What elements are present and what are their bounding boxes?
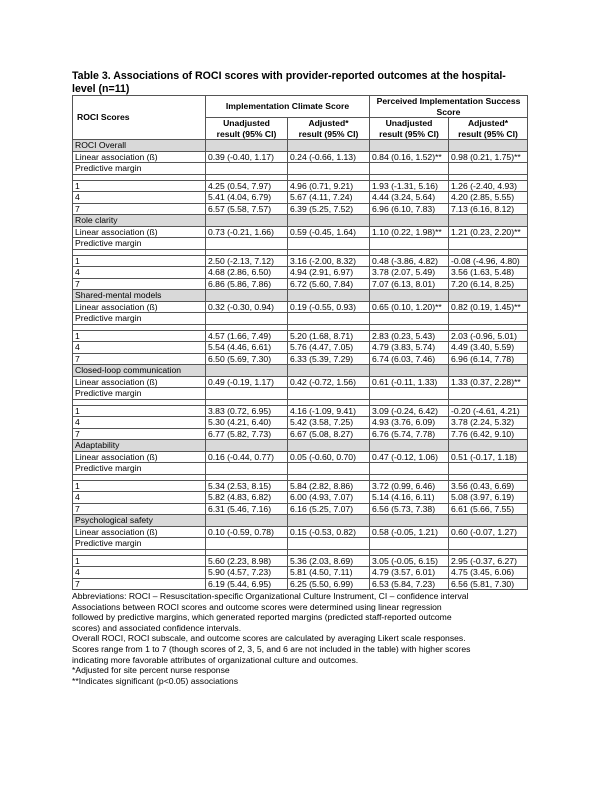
score-level: 1 <box>73 180 206 192</box>
value-cell: 3.56 (0.43, 6.69) <box>449 480 528 492</box>
empty-cell <box>449 463 528 475</box>
score-level: 4 <box>73 192 206 204</box>
empty-cell <box>370 215 449 227</box>
value-cell: 0.47 (-0.12, 1.06) <box>370 451 449 463</box>
results-table <box>72 95 528 590</box>
score-row <box>73 428 528 440</box>
section-name: ROCI Overall <box>73 140 206 152</box>
value-cell: 4.96 (0.71, 9.21) <box>288 180 370 192</box>
linear-association-row <box>73 301 528 313</box>
value-cell: 0.65 (0.10, 1.20)** <box>370 301 449 313</box>
value-cell: 3.72 (0.99, 6.46) <box>370 480 449 492</box>
score-row <box>73 267 528 279</box>
empty-cell <box>288 388 370 400</box>
empty-cell <box>449 140 528 152</box>
value-cell: 6.61 (5.66, 7.55) <box>449 503 528 515</box>
value-cell: 4.79 (3.57, 6.01) <box>370 567 449 579</box>
value-cell: 2.50 (-2.13, 7.12) <box>206 255 288 267</box>
note-line: Scores range from 1 to 7 (though scores of 2, 3, 5, and 6 are not included in the table) with higher scores <box>72 643 471 654</box>
empty-cell <box>449 515 528 527</box>
empty-cell <box>370 313 449 325</box>
value-cell: 5.67 (4.11, 7.24) <box>288 192 370 204</box>
score-level: 7 <box>73 278 206 290</box>
score-row <box>73 180 528 192</box>
empty-cell <box>449 313 528 325</box>
value-cell: 4.79 (3.83, 5.74) <box>370 342 449 354</box>
value-cell: 3.78 (2.07, 5.49) <box>370 267 449 279</box>
value-cell: 6.53 (5.84, 7.23) <box>370 578 449 590</box>
value-cell: 6.16 (5.25, 7.07) <box>288 503 370 515</box>
value-cell: 0.05 (-0.60, 0.70) <box>288 451 370 463</box>
empty-cell <box>370 290 449 302</box>
row-label: Predictive margin <box>73 388 206 400</box>
table-notes <box>72 591 527 686</box>
row-label: Linear association (ß) <box>73 151 206 163</box>
empty-cell <box>370 163 449 175</box>
score-row <box>73 417 528 429</box>
score-row <box>73 192 528 204</box>
value-cell: 6.39 (5.25, 7.52) <box>288 203 370 215</box>
value-cell: 3.05 (-0.05, 6.15) <box>370 555 449 567</box>
empty-cell <box>288 365 370 377</box>
value-cell: 5.82 (4.83, 6.82) <box>206 492 288 504</box>
score-level: 4 <box>73 342 206 354</box>
value-cell: 0.84 (0.16, 1.52)** <box>370 151 449 163</box>
note-line: Abbreviations: ROCI – Resuscitation-specific Organizational Culture Instrument, CI – confidence interval <box>72 591 469 601</box>
empty-cell <box>288 440 370 452</box>
value-cell: 5.20 (1.68, 8.71) <box>288 330 370 342</box>
value-cell: -0.20 (-4.61, 4.21) <box>449 405 528 417</box>
score-level: 7 <box>73 503 206 515</box>
empty-cell <box>288 313 370 325</box>
header-line: Unadjusted <box>385 118 433 128</box>
value-cell: 0.48 (-3.86, 4.82) <box>370 255 449 267</box>
value-cell: 4.57 (1.66, 7.49) <box>206 330 288 342</box>
linear-association-row <box>73 151 528 163</box>
value-cell: 2.03 (-0.96, 5.01) <box>449 330 528 342</box>
header-row <box>73 96 528 118</box>
value-cell: -0.08 (-4.96, 4.80) <box>449 255 528 267</box>
value-cell: 6.86 (5.86, 7.86) <box>206 278 288 290</box>
note-line: Associations between ROCI scores and outcome scores were determined using linear regression <box>72 601 442 612</box>
empty-cell <box>206 215 288 227</box>
value-cell: 3.78 (2.24, 5.32) <box>449 417 528 429</box>
value-cell: 3.09 (-0.24, 6.42) <box>370 405 449 417</box>
value-cell: 0.16 (-0.44, 0.77) <box>206 451 288 463</box>
empty-cell <box>288 290 370 302</box>
score-level: 1 <box>73 330 206 342</box>
unadjusted-header <box>370 118 449 140</box>
value-cell: 4.75 (3.45, 6.06) <box>449 567 528 579</box>
predictive-margin-row <box>73 463 528 475</box>
value-cell: 5.08 (3.97, 6.19) <box>449 492 528 504</box>
value-cell: 6.67 (5.08, 8.27) <box>288 428 370 440</box>
score-row <box>73 353 528 365</box>
value-cell: 6.57 (5.58, 7.57) <box>206 203 288 215</box>
value-cell: 6.00 (4.93, 7.07) <box>288 492 370 504</box>
value-cell: 3.16 (-2.00, 8.32) <box>288 255 370 267</box>
row-label: Linear association (ß) <box>73 301 206 313</box>
empty-cell <box>449 388 528 400</box>
value-cell: 0.32 (-0.30, 0.94) <box>206 301 288 313</box>
empty-cell <box>370 440 449 452</box>
row-label: Linear association (ß) <box>73 526 206 538</box>
value-cell: 1.26 (-2.40, 4.93) <box>449 180 528 192</box>
section-name: Shared-mental models <box>73 290 206 302</box>
score-level: 4 <box>73 567 206 579</box>
value-cell: 7.20 (6.14, 8.25) <box>449 278 528 290</box>
empty-cell <box>288 538 370 550</box>
empty-cell <box>449 365 528 377</box>
value-cell: 6.77 (5.82, 7.73) <box>206 428 288 440</box>
value-cell: 6.76 (5.74, 7.78) <box>370 428 449 440</box>
note-line: followed by predictive margins, which generated reported margins (predicted staff-reported outcome <box>72 612 452 623</box>
value-cell: 4.68 (2.86, 6.50) <box>206 267 288 279</box>
note-line: **Indicates significant (p<0.05) associations <box>72 675 239 686</box>
value-cell: 0.49 (-0.19, 1.17) <box>206 376 288 388</box>
value-cell: 5.60 (2.23, 8.98) <box>206 555 288 567</box>
value-cell: 0.58 (-0.05, 1.21) <box>370 526 449 538</box>
empty-cell <box>288 140 370 152</box>
score-level: 4 <box>73 417 206 429</box>
header-line: Score <box>436 106 461 117</box>
section-name: Closed-loop communication <box>73 365 206 377</box>
section-header-row <box>73 365 528 377</box>
score-level: 1 <box>73 555 206 567</box>
value-cell: 4.49 (3.40, 5.59) <box>449 342 528 354</box>
section-name: Adaptability <box>73 440 206 452</box>
linear-association-row <box>73 526 528 538</box>
empty-cell <box>288 238 370 250</box>
score-row <box>73 578 528 590</box>
value-cell: 1.93 (-1.31, 5.16) <box>370 180 449 192</box>
unadjusted-header <box>206 118 288 140</box>
empty-cell <box>206 290 288 302</box>
header-line: result (95% CI) <box>458 128 518 139</box>
empty-cell <box>206 463 288 475</box>
section-name: Psychological safety <box>73 515 206 527</box>
value-cell: 4.94 (2.91, 6.97) <box>288 267 370 279</box>
score-level: 7 <box>73 203 206 215</box>
document-page <box>72 70 527 686</box>
predictive-margin-row <box>73 163 528 175</box>
empty-cell <box>449 290 528 302</box>
value-cell: 6.56 (5.81, 7.30) <box>449 578 528 590</box>
value-cell: 0.24 (-0.66, 1.13) <box>288 151 370 163</box>
header-line: Adjusted* <box>308 118 349 128</box>
score-level: 1 <box>73 255 206 267</box>
row-label: Predictive margin <box>73 313 206 325</box>
adjusted-header <box>288 118 370 140</box>
score-level: 4 <box>73 492 206 504</box>
row-label: Linear association (ß) <box>73 451 206 463</box>
header-line: Perceived Implementation Success <box>376 96 521 106</box>
empty-cell <box>449 163 528 175</box>
score-level: 1 <box>73 480 206 492</box>
section-header-row <box>73 440 528 452</box>
empty-cell <box>370 140 449 152</box>
note-line: *Adjusted for site percent nurse response <box>72 665 230 676</box>
value-cell: 0.82 (0.19, 1.45)** <box>449 301 528 313</box>
value-cell: 3.83 (0.72, 6.95) <box>206 405 288 417</box>
value-cell: 5.84 (2.82, 8.86) <box>288 480 370 492</box>
value-cell: 6.72 (5.60, 7.84) <box>288 278 370 290</box>
row-label: Predictive margin <box>73 538 206 550</box>
value-cell: 3.56 (1.63, 5.48) <box>449 267 528 279</box>
empty-cell <box>206 313 288 325</box>
header-line: Adjusted* <box>467 118 509 128</box>
row-label: Predictive margin <box>73 238 206 250</box>
value-cell: 0.19 (-0.55, 0.93) <box>288 301 370 313</box>
score-row <box>73 342 528 354</box>
implementation-climate-header: Implementation Climate Score <box>206 96 370 118</box>
adjusted-header <box>449 118 528 140</box>
empty-cell <box>370 463 449 475</box>
score-row <box>73 555 528 567</box>
note-line: indicating more favorable attributes of organizational culture and outcomes. <box>72 654 359 665</box>
header-line: Unadjusted <box>223 118 270 128</box>
value-cell: 1.21 (0.23, 2.20)** <box>449 226 528 238</box>
value-cell: 5.36 (2.03, 8.69) <box>288 555 370 567</box>
score-row <box>73 203 528 215</box>
value-cell: 5.41 (4.04, 6.79) <box>206 192 288 204</box>
predictive-margin-row <box>73 388 528 400</box>
header-line: result (95% CI) <box>298 128 359 139</box>
score-row <box>73 492 528 504</box>
score-level: 4 <box>73 267 206 279</box>
score-level: 7 <box>73 428 206 440</box>
empty-cell <box>449 215 528 227</box>
empty-cell <box>206 238 288 250</box>
empty-cell <box>370 238 449 250</box>
value-cell: 0.61 (-0.11, 1.33) <box>370 376 449 388</box>
value-cell: 0.98 (0.21, 1.75)** <box>449 151 528 163</box>
value-cell: 5.30 (4.21, 6.40) <box>206 417 288 429</box>
row-label: Predictive margin <box>73 163 206 175</box>
empty-cell <box>449 238 528 250</box>
empty-cell <box>206 440 288 452</box>
score-level: 1 <box>73 405 206 417</box>
value-cell: 7.13 (6.16, 8.12) <box>449 203 528 215</box>
value-cell: 0.60 (-0.07, 1.27) <box>449 526 528 538</box>
value-cell: 4.44 (3.24, 5.64) <box>370 192 449 204</box>
section-header-row <box>73 140 528 152</box>
section-name: Role clarity <box>73 215 206 227</box>
table-body <box>73 140 528 590</box>
score-row <box>73 278 528 290</box>
value-cell: 0.73 (-0.21, 1.66) <box>206 226 288 238</box>
score-level: 7 <box>73 353 206 365</box>
value-cell: 1.33 (0.37, 2.28)** <box>449 376 528 388</box>
predictive-margin-row <box>73 313 528 325</box>
linear-association-row <box>73 376 528 388</box>
value-cell: 7.07 (6.13, 8.01) <box>370 278 449 290</box>
implementation-success-header <box>370 96 528 118</box>
predictive-margin-row <box>73 538 528 550</box>
value-cell: 0.51 (-0.17, 1.18) <box>449 451 528 463</box>
value-cell: 0.10 (-0.59, 0.78) <box>206 526 288 538</box>
value-cell: 0.15 (-0.53, 0.82) <box>288 526 370 538</box>
empty-cell <box>206 140 288 152</box>
row-label: Predictive margin <box>73 463 206 475</box>
value-cell: 5.42 (3.58, 7.25) <box>288 417 370 429</box>
empty-cell <box>370 538 449 550</box>
empty-cell <box>206 388 288 400</box>
value-cell: 6.96 (6.10, 7.83) <box>370 203 449 215</box>
value-cell: 5.14 (4.16, 6.11) <box>370 492 449 504</box>
value-cell: 4.20 (2.85, 5.55) <box>449 192 528 204</box>
value-cell: 6.56 (5.73, 7.38) <box>370 503 449 515</box>
empty-cell <box>370 365 449 377</box>
row-label: Linear association (ß) <box>73 376 206 388</box>
score-row <box>73 255 528 267</box>
value-cell: 5.81 (4.50, 7.11) <box>288 567 370 579</box>
linear-association-row <box>73 226 528 238</box>
score-level: 7 <box>73 578 206 590</box>
empty-cell <box>206 515 288 527</box>
section-header-row <box>73 515 528 527</box>
section-header-row <box>73 215 528 227</box>
empty-cell <box>449 538 528 550</box>
table-title-line: Table 3. Associations of ROCI scores with provider-reported outcomes at the hospital- <box>72 70 506 82</box>
value-cell: 2.95 (-0.37, 6.27) <box>449 555 528 567</box>
note-line: Overall ROCI, ROCI subscale, and outcome scores are calculated by averaging Likert scale responses. <box>72 633 466 644</box>
value-cell: 0.59 (-0.45, 1.64) <box>288 226 370 238</box>
header-line: result (95% CI) <box>379 128 439 139</box>
empty-cell <box>288 463 370 475</box>
row-label: Linear association (ß) <box>73 226 206 238</box>
value-cell: 6.19 (5.44, 6.95) <box>206 578 288 590</box>
value-cell: 0.42 (-0.72, 1.56) <box>288 376 370 388</box>
row-label-header: ROCI Scores <box>73 96 206 140</box>
header-line: result (95% CI) <box>216 128 277 139</box>
value-cell: 6.74 (6.03, 7.46) <box>370 353 449 365</box>
value-cell: 4.93 (3.76, 6.09) <box>370 417 449 429</box>
score-row <box>73 405 528 417</box>
value-cell: 5.34 (2.53, 8.15) <box>206 480 288 492</box>
value-cell: 0.39 (-0.40, 1.17) <box>206 151 288 163</box>
empty-cell <box>370 515 449 527</box>
empty-cell <box>288 215 370 227</box>
score-row <box>73 330 528 342</box>
table-title <box>72 70 527 95</box>
value-cell: 6.33 (5.39, 7.29) <box>288 353 370 365</box>
empty-cell <box>206 365 288 377</box>
score-row <box>73 480 528 492</box>
value-cell: 4.25 (0.54, 7.97) <box>206 180 288 192</box>
predictive-margin-row <box>73 238 528 250</box>
empty-cell <box>370 388 449 400</box>
table-title-line: level (n=11) <box>72 82 130 95</box>
value-cell: 5.90 (4.57, 7.23) <box>206 567 288 579</box>
empty-cell <box>449 440 528 452</box>
value-cell: 7.76 (6.42, 9.10) <box>449 428 528 440</box>
section-header-row <box>73 290 528 302</box>
value-cell: 2.83 (0.23, 5.43) <box>370 330 449 342</box>
value-cell: 1.10 (0.22, 1.98)** <box>370 226 449 238</box>
linear-association-row <box>73 451 528 463</box>
value-cell: 5.54 (4.46, 6.61) <box>206 342 288 354</box>
empty-cell <box>206 538 288 550</box>
score-row <box>73 503 528 515</box>
value-cell: 6.25 (5.50, 6.99) <box>288 578 370 590</box>
empty-cell <box>288 163 370 175</box>
empty-cell <box>206 163 288 175</box>
value-cell: 6.50 (5.69, 7.30) <box>206 353 288 365</box>
value-cell: 5.76 (4.47, 7.05) <box>288 342 370 354</box>
empty-cell <box>288 515 370 527</box>
note-line: scores) and associated confidence intervals. <box>72 622 242 633</box>
value-cell: 6.31 (5.46, 7.16) <box>206 503 288 515</box>
value-cell: 6.96 (6.14, 7.78) <box>449 353 528 365</box>
value-cell: 4.16 (-1.09, 9.41) <box>288 405 370 417</box>
score-row <box>73 567 528 579</box>
